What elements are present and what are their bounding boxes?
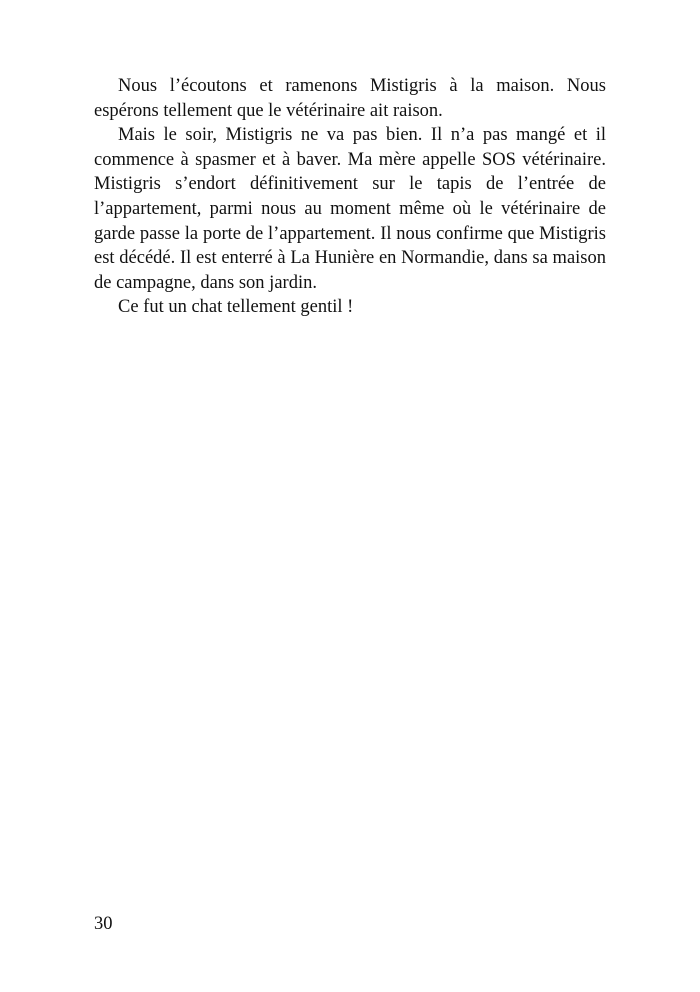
body-text [94, 74, 606, 320]
paragraph-1: Nous l’écoutons et ramenons Mistigris à la maison. Nous espérons tellement que le vétérinaire ait raison. [94, 76, 606, 121]
paragraph-3: Ce fut un chat tellement gentil ! [118, 297, 354, 318]
paragraph-2: Mais le soir, Mistigris ne va pas bien. Il n’a pas mangé et il commence à spasmer et à baver. Ma mère appelle SOS vétérinaire. Mistigris s’endort définitivement sur le tapis de l’entrée de l’appartement, parmi nous au moment même où le vétérinaire de garde passe la porte de l’appartement. Il nous confirme que Mistigris est décédé. Il est enterré à La Hunière en Normandie, dans sa maison de campagne, dans son jardin. [94, 125, 606, 293]
page-number: 30 [94, 914, 113, 934]
